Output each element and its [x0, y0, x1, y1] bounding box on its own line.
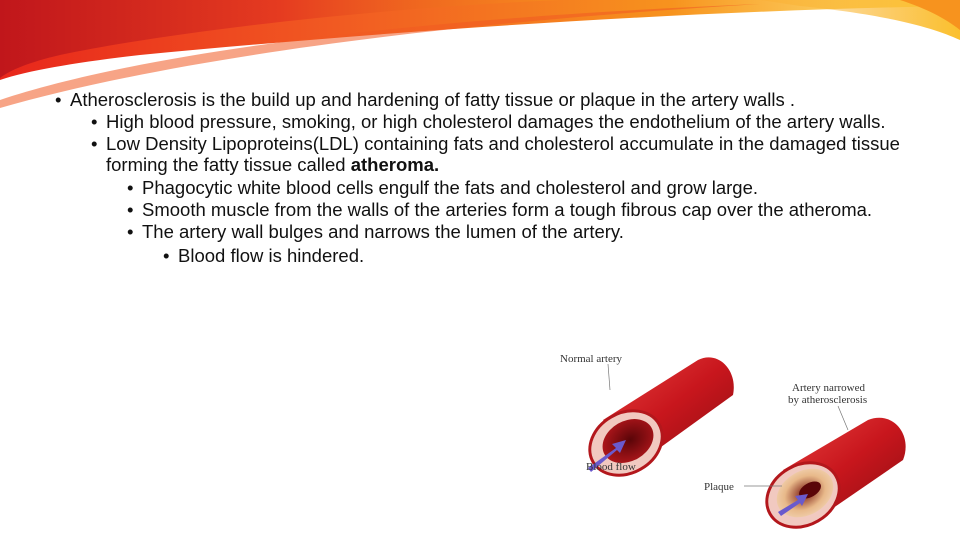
bullet-smooth-muscle: • Smooth muscle from the walls of the arteries form a tough fibrous cap over the atheroma.	[142, 199, 914, 220]
blood-flow-label: Blood flow	[586, 461, 636, 473]
bullet-blood-flow: • Blood flow is hindered.	[178, 245, 914, 266]
atheroma-term: atheroma.	[350, 154, 440, 175]
narrowed-artery-label-line2: by atherosclerosis	[788, 394, 868, 406]
bullet-atherosclerosis: • Atherosclerosis is the build up and hardening of fatty tissue or plaque in the artery walls .	[70, 89, 914, 110]
normal-artery-label: Normal artery	[560, 353, 622, 365]
slide-content	[54, 89, 914, 266]
narrowed-artery-illustration	[755, 418, 906, 530]
bullet-phagocytic: • Phagocytic white blood cells engulf the fats and cholesterol and grow large.	[142, 177, 914, 198]
narrowed-artery-leader	[838, 406, 848, 430]
normal-artery-leader	[608, 364, 610, 390]
bullet-ldl: • Low Density Lipoproteins(LDL) containing fats and cholesterol accumulate in the damaged tissue forming the fatty tissue called atheroma.	[106, 133, 914, 175]
bullet-damage-causes: • High blood pressure, smoking, or high cholesterol damages the endothelium of the artery walls.	[106, 111, 914, 132]
plaque-label: Plaque	[704, 481, 734, 493]
bullet-wall-bulges: • The artery wall bulges and narrows the lumen of the artery.	[142, 221, 914, 242]
artery-diagram	[548, 340, 918, 530]
narrowed-artery-label-line1: Artery narrowed	[792, 382, 865, 394]
